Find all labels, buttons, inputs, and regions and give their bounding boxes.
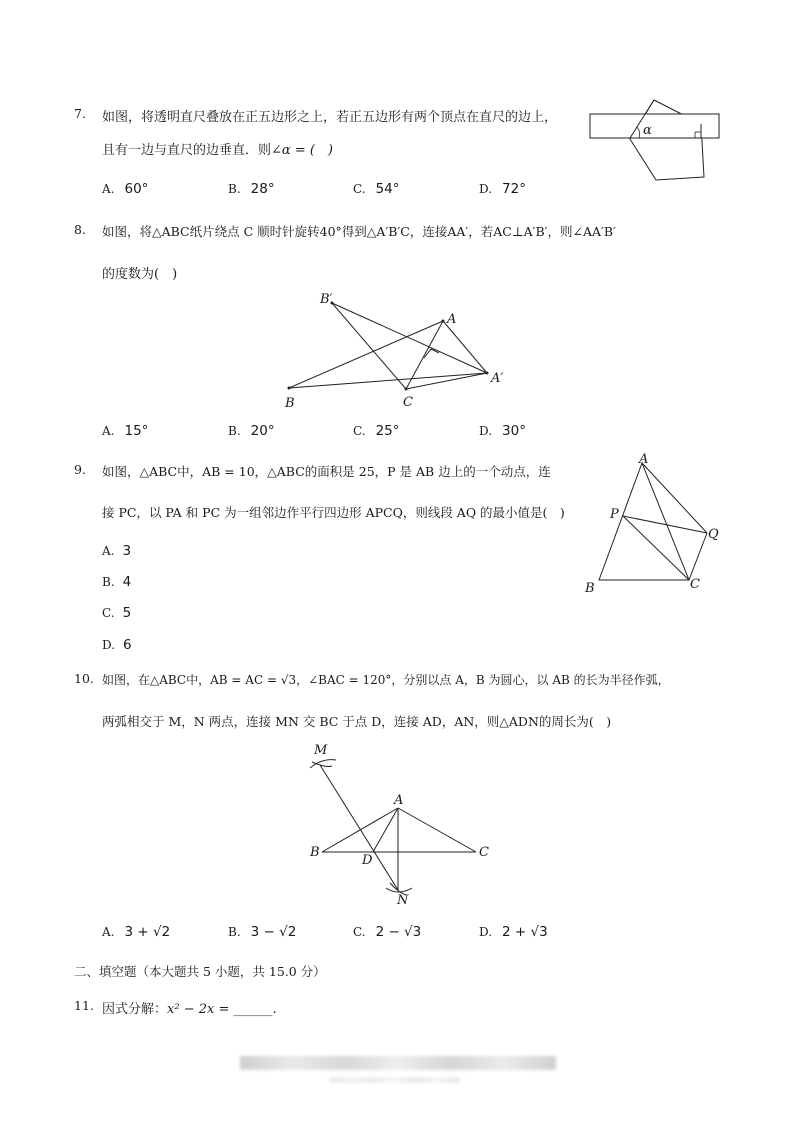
label-n: N [397,893,409,908]
option-value: 3 + √2 [124,924,171,940]
option-label: C. [102,606,115,620]
question-7-figure [585,94,725,184]
question-7-math: ∠α = ( ) [271,143,333,158]
label-p: P [610,507,619,522]
question-11-math: x² − 2x = ______. [167,1002,277,1017]
option-label: C. [353,925,366,939]
blurred-footer [240,1056,556,1070]
question-9-line1: 如图，△ABC中，AB = 10，△ABC的面积是 25，P 是 AB 边上的一个动点，连 [102,464,551,479]
label-b: B [285,396,295,411]
question-10-figure [300,740,500,912]
label-a: A [447,312,457,327]
label-a-prime: A′ [491,371,504,386]
option-label: D. [102,638,116,652]
question-11-line [102,998,277,1017]
question-7-line2-wrap [102,139,333,158]
option-label: A. [102,424,115,438]
option-value: 2 + √3 [502,924,548,940]
option-value: 15° [124,423,149,439]
question-9-figure [580,450,725,598]
option-label: B. [102,575,115,589]
option-value: 60° [124,181,149,197]
q9-option-c[interactable] [102,605,131,621]
option-value: 25° [375,423,400,439]
option-label: A. [102,182,115,196]
q7-option-c[interactable] [353,181,400,197]
option-value: 4 [122,574,132,590]
label-c: C [690,577,700,592]
alpha-label: α [643,123,652,138]
q9-option-a[interactable] [102,543,131,559]
label-a: A [639,452,649,467]
option-label: B. [228,182,241,196]
q7-option-a[interactable] [102,181,148,197]
q10-option-b[interactable] [228,924,296,940]
option-label: C. [353,424,366,438]
question-10-number: 10. [74,671,94,686]
option-label: D. [479,182,493,196]
option-value: 72° [502,181,526,197]
option-label: B. [228,925,241,939]
question-7-number: 7. [74,106,86,121]
label-b: B [310,845,320,860]
q8-option-d[interactable] [479,423,526,439]
option-label: D. [479,424,493,438]
q8-option-b[interactable] [228,423,275,439]
question-8-line2: 的度数为( ) [102,267,178,282]
label-m: M [314,743,328,758]
question-8-number: 8. [74,222,86,237]
option-value: 20° [250,423,275,439]
q9-option-d[interactable] [102,637,132,653]
option-label: A. [102,544,115,558]
question-9-number: 9. [74,462,86,477]
question-7-line2: 且有一边与直尺的边垂直．则 [102,143,272,158]
option-value: 6 [123,637,132,653]
label-b-prime: B′ [320,292,333,307]
option-label: D. [479,925,493,939]
question-9-line2: 接 PC，以 PA 和 PC 为一组邻边作平行四边形 APCQ，则线段 AQ 的最小值是( ) [102,505,565,520]
q7-option-b[interactable] [228,181,275,197]
option-label: B. [228,424,241,438]
q10-option-a[interactable] [102,924,170,940]
question-11-text: 因式分解： [102,1002,168,1017]
label-q: Q [708,527,719,542]
q7-option-d[interactable] [479,181,526,197]
blurred-footer-sub [330,1077,460,1083]
option-value: 5 [122,605,132,621]
option-value: 2 − √3 [375,924,422,940]
label-d: D [362,853,373,868]
label-b: B [585,581,595,596]
q10-option-c[interactable] [353,924,421,940]
option-value: 28° [250,181,275,197]
option-label: A. [102,925,115,939]
option-value: 54° [375,181,400,197]
q10-option-d[interactable] [479,924,548,940]
question-8-figure [270,288,520,413]
pentagon-shape [630,100,704,180]
label-c: C [403,395,413,410]
question-8-line1: 如图，将△ABC纸片绕点 C 顺时针旋转40°得到△A′B′C，连接AA′，若AC⊥A′B′，则∠AA′B′ [102,224,616,239]
option-label: C. [353,182,366,196]
q8-option-c[interactable] [353,423,400,439]
label-a: A [394,793,404,808]
section-title: 二、填空题（本大题共 5 小题，共 15.0 分） [74,964,326,979]
question-7-line1: 如图，将透明直尺叠放在正五边形之上，若正五边形有两个顶点在直尺的边上， [102,110,558,125]
q9-option-b[interactable] [102,574,131,590]
question-10-line1: 如图，在△ABC中，AB = AC = √3，∠BAC = 120°，分别以点 A，B 为圆心，以 AB 的长为半径作弧， [102,673,670,687]
question-10-line2: 两弧相交于 M，N 两点，连接 MN 交 BC 于点 D，连接 AD，AN，则△ADN的周长为( ) [102,714,612,729]
option-value: 3 − √2 [250,924,297,940]
q8-option-a[interactable] [102,423,148,439]
option-value: 3 [122,543,132,559]
question-11-number: 11. [74,998,94,1013]
label-c: C [479,845,489,860]
ruler-shape [590,114,719,138]
option-value: 30° [502,423,526,439]
